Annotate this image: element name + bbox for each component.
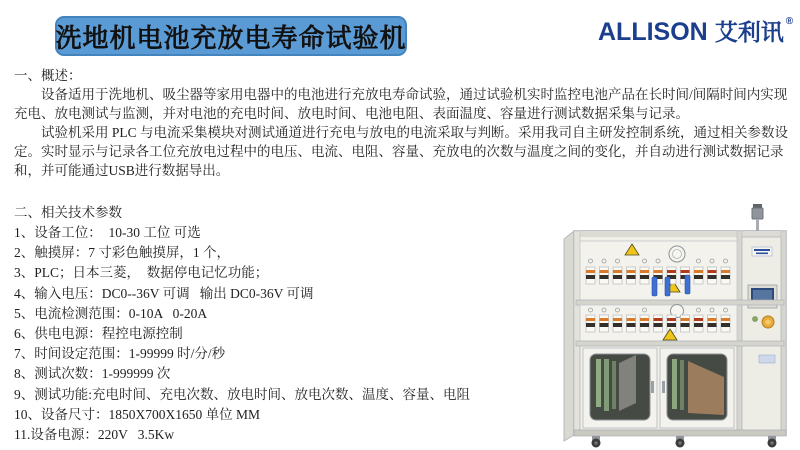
parameter-item: 8、测试次数：1-999999 次 <box>14 366 171 382</box>
parameter-item: 2、触摸屏：7 寸彩色触摸屏，1 个， <box>14 245 230 261</box>
upper-test-bay <box>580 241 737 300</box>
parameter-item: 3、PLC；日本三菱， 数据停电记忆功能； <box>14 265 269 281</box>
caster-wheel <box>592 436 601 448</box>
parameter-item: 1、设备工位： 10-30 工位 可选 <box>14 225 201 240</box>
test-module-row <box>586 315 730 332</box>
caster-wheel <box>768 436 777 448</box>
parameter-item: 5、电流检测范围：0-10A 0-20A <box>14 305 208 321</box>
overview-section <box>14 66 792 180</box>
parameter-item: 9、测试功能:充电时间、充电次数、放电时间、放电次数、温度、容量、电阻 <box>14 386 470 402</box>
door-handle <box>662 381 665 393</box>
indicator-lamp <box>753 317 758 322</box>
parameter-item: 10、设备尺寸：1850X700X1650 单位 MM <box>14 406 261 422</box>
machine-illustration <box>556 203 796 448</box>
door-handle <box>651 381 654 393</box>
tower-light <box>752 204 763 231</box>
shelf-divider <box>576 300 784 305</box>
test-module-row <box>586 267 730 284</box>
parameters-heading: 二、相关技术参数 <box>14 205 122 220</box>
company-logo <box>598 16 794 46</box>
machine-side-panel <box>564 231 574 441</box>
parameter-item: 11.设备电源：220V 3.5Kw <box>14 427 175 443</box>
parameter-item: 7、时间设定范围：1-99999 时/分/秒 <box>14 346 226 362</box>
parameters-section <box>14 203 562 445</box>
control-column <box>742 237 781 435</box>
parameters-list <box>14 223 562 445</box>
overview-paragraph: 试验机采用 PLC 与电流采集模块对测试通道进行充电与放电的电流采取与判断。采用我司自主研发控制系统，通过相关参数设定。实时显示与记录各工位充放电过程中的电压、电流、电阻、容量、充放电的次数与温度之间的变化，并自动进行测试数据记录和，并可能通过USB进行数据导出。 <box>14 125 789 178</box>
mesh-door <box>583 348 657 428</box>
logo-wordmark: ALLISON <box>598 18 708 46</box>
overview-paragraph: 设备适用于洗地机、吸尘器等家用电器中的电池进行充放电寿命试验，通过试验机实时监控电池产品在长时间/间隔时间内实现充电、放电测试与监测，并对电池的充电时间、放电时间、电池电阻、表面温度、容量进行测试数据采集与记录。 <box>14 87 788 121</box>
lower-test-bay <box>580 305 737 342</box>
machine-photo <box>556 203 796 448</box>
gauge-dial <box>669 246 685 262</box>
cabinet-top-rail <box>574 231 786 237</box>
page-title: 洗地机电池充放电寿命试验机 <box>55 23 407 53</box>
title-banner <box>55 16 407 56</box>
overview-heading: 一、概述： <box>14 68 82 83</box>
logo-cjk-name: 艾利讯 <box>714 19 784 45</box>
base-and-casters <box>574 430 786 448</box>
registered-trademark-icon: ® <box>785 16 794 27</box>
parameter-item: 4、输入电压：DC0--36V 可调 输出 DC0-36V 可调 <box>14 285 314 301</box>
caster-wheel <box>676 436 685 448</box>
mesh-door <box>660 348 734 428</box>
parameter-item: 6、供电电源：程控电源控制 <box>14 326 183 342</box>
